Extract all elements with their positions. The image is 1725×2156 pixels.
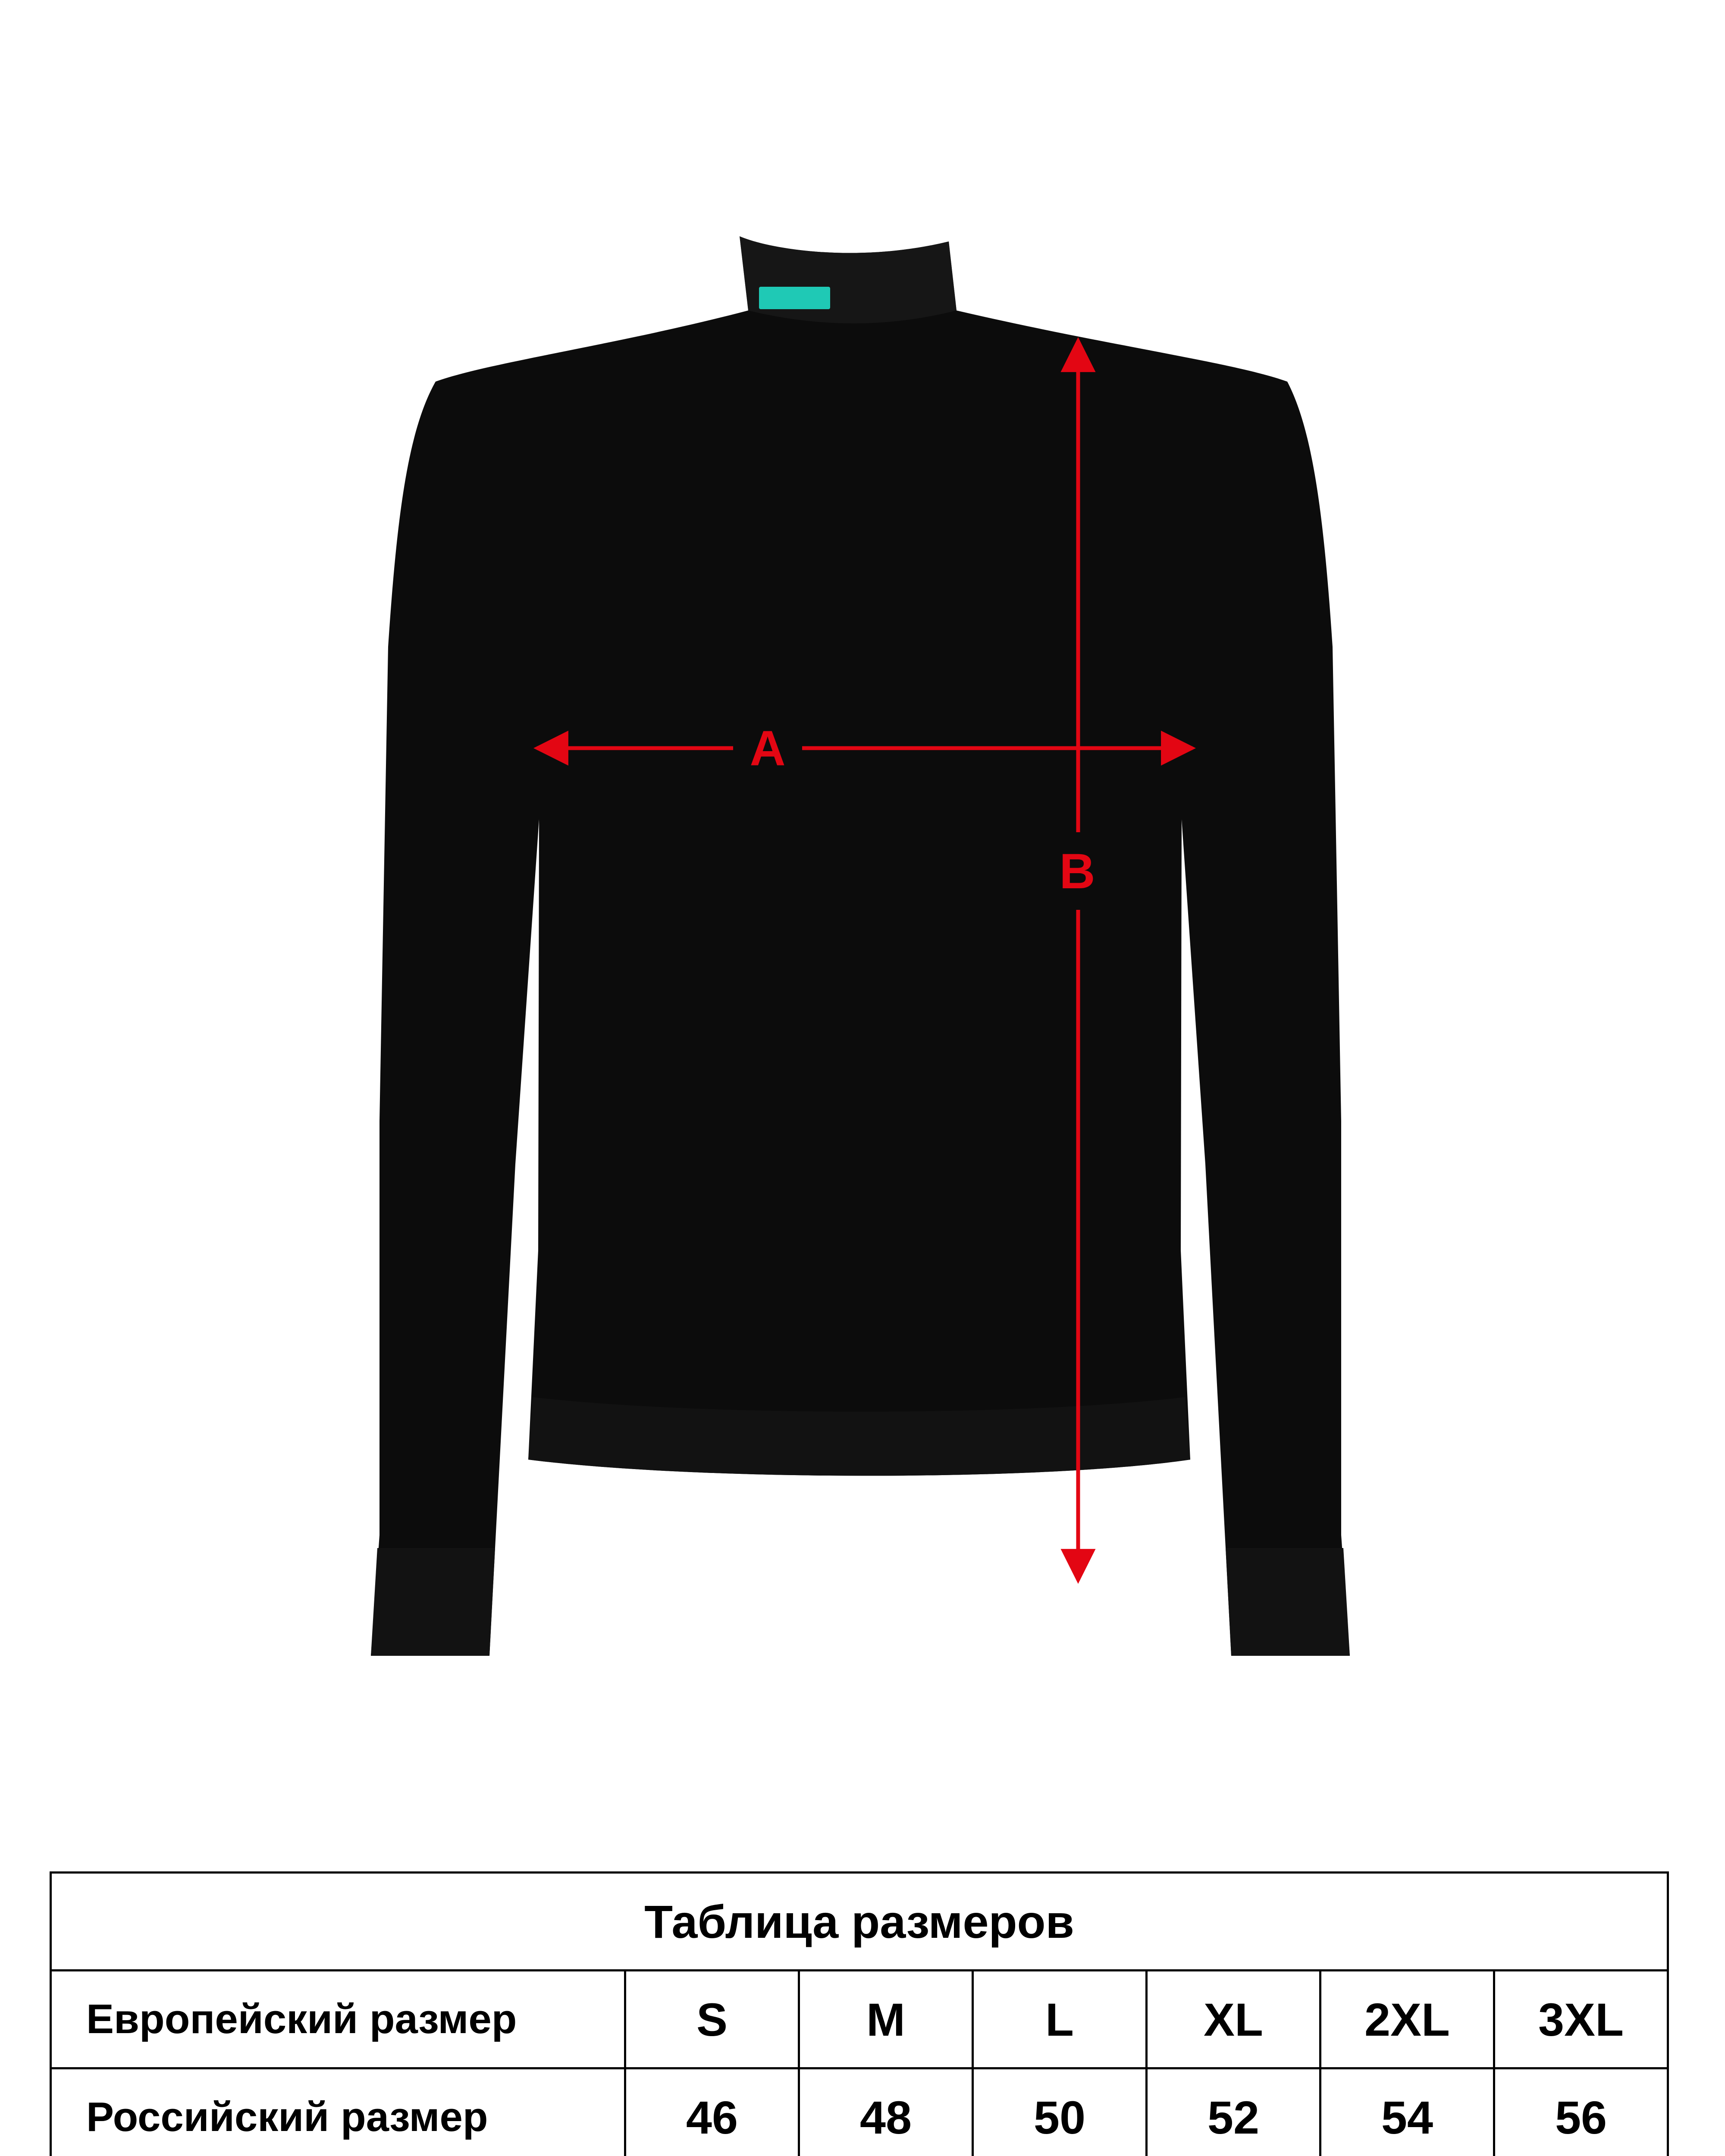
table-title: Таблица размеров: [51, 1873, 1668, 1971]
table-cell: L: [973, 1971, 1147, 2068]
measure-b-label: B: [1059, 844, 1095, 899]
table-row: [51, 2068, 1668, 2156]
left-cuff: [371, 1548, 495, 1656]
table-cell: XL: [1147, 1971, 1320, 2068]
right-cuff: [1226, 1548, 1350, 1656]
table-cell: 48: [799, 2068, 973, 2156]
table-cell: 46: [625, 2068, 799, 2156]
sweater-garment: [371, 236, 1350, 1656]
table-cell: 52: [1147, 2068, 1320, 2156]
row-label: Российский размер: [51, 2068, 625, 2156]
table-cell: 50: [973, 2068, 1147, 2156]
row-label: Европейский размер: [51, 1971, 625, 2068]
measure-a-label: A: [750, 721, 786, 776]
table-title-row: [51, 1873, 1668, 1971]
table-cell: 54: [1320, 2068, 1494, 2156]
mock-neck-collar: [740, 236, 957, 323]
table-cell: S: [625, 1971, 799, 2068]
table-cell: 56: [1494, 2068, 1668, 2156]
brand-tag: [759, 287, 830, 309]
size-chart-table: [50, 1871, 1669, 2156]
table-cell: 3XL: [1494, 1971, 1668, 2068]
table-cell: M: [799, 1971, 973, 2068]
table-row: [51, 1971, 1668, 2068]
table-cell: 2XL: [1320, 1971, 1494, 2068]
